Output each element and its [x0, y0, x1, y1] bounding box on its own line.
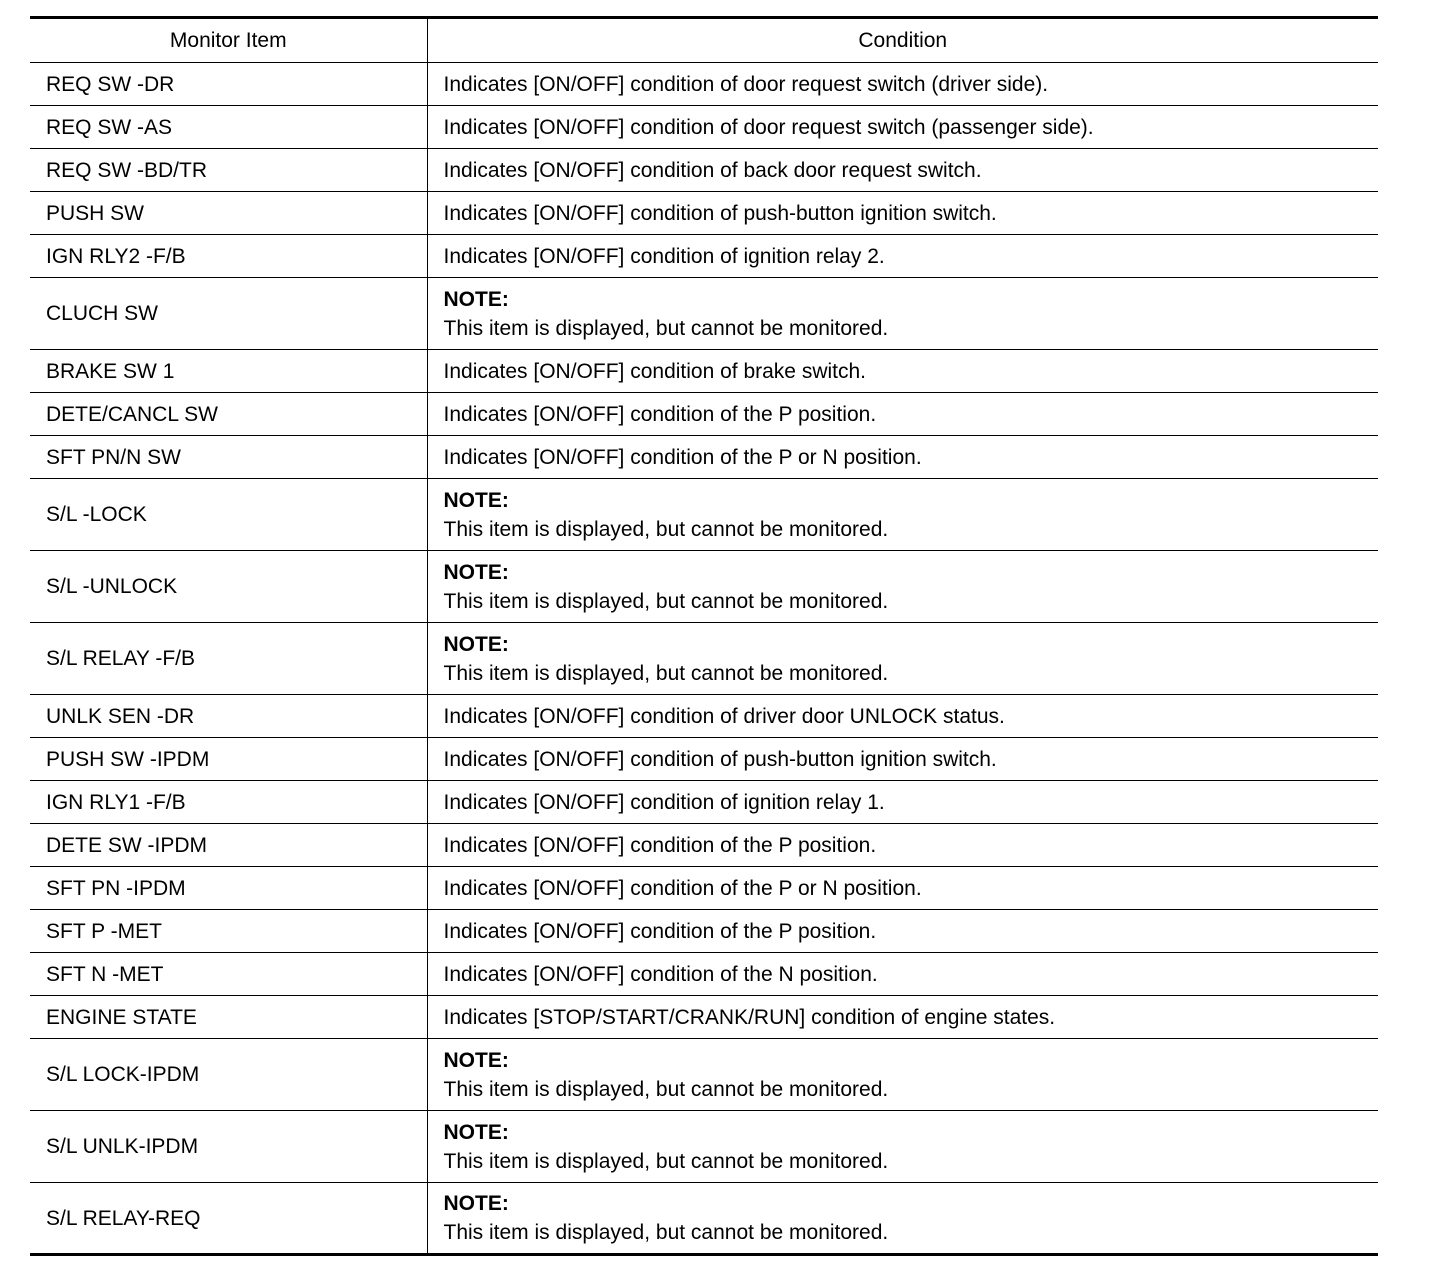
monitor-item-cell: REQ SW -BD/TR — [30, 149, 427, 192]
note-label: NOTE: — [443, 632, 509, 656]
condition-cell: Indicates [ON/OFF] condition of ignition relay 2. — [427, 235, 1378, 278]
monitor-item-cell: S/L RELAY -F/B — [30, 623, 427, 695]
table-row — [30, 63, 1378, 106]
condition-cell: Indicates [STOP/START/CRANK/RUN] condition of engine states. — [427, 996, 1378, 1039]
monitor-item-cell: S/L -LOCK — [30, 479, 427, 551]
condition-cell: Indicates [ON/OFF] condition of brake switch. — [427, 350, 1378, 393]
condition-cell: Indicates [ON/OFF] condition of the P position. — [427, 910, 1378, 953]
table-row — [30, 1039, 1378, 1111]
note-label: NOTE: — [443, 560, 509, 584]
monitor-item-cell: IGN RLY2 -F/B — [30, 235, 427, 278]
condition-cell: Indicates [ON/OFF] condition of door request switch (passenger side). — [427, 106, 1378, 149]
table-row — [30, 278, 1378, 350]
note-text: This item is displayed, but cannot be monitored. — [443, 316, 889, 340]
note-label: NOTE: — [443, 1048, 509, 1072]
table-row — [30, 149, 1378, 192]
table-row — [30, 436, 1378, 479]
header-condition: Condition — [427, 18, 1378, 63]
table-row — [30, 695, 1378, 738]
condition-cell — [427, 1183, 1378, 1255]
monitor-item-cell: DETE/CANCL SW — [30, 393, 427, 436]
table-row — [30, 192, 1378, 235]
note-label: NOTE: — [443, 488, 509, 512]
monitor-item-cell: PUSH SW -IPDM — [30, 738, 427, 781]
table-row — [30, 623, 1378, 695]
note-text: This item is displayed, but cannot be monitored. — [443, 517, 889, 541]
monitor-item-cell: REQ SW -DR — [30, 63, 427, 106]
note-text: This item is displayed, but cannot be monitored. — [443, 661, 889, 685]
note-text: This item is displayed, but cannot be monitored. — [443, 1077, 889, 1101]
table-row — [30, 910, 1378, 953]
condition-cell: Indicates [ON/OFF] condition of push-button ignition switch. — [427, 192, 1378, 235]
condition-cell: Indicates [ON/OFF] condition of the N position. — [427, 953, 1378, 996]
monitor-item-cell: SFT N -MET — [30, 953, 427, 996]
condition-cell — [427, 623, 1378, 695]
note-text: This item is displayed, but cannot be monitored. — [443, 1221, 889, 1244]
table-row — [30, 350, 1378, 393]
monitor-item-cell: REQ SW -AS — [30, 106, 427, 149]
monitor-item-cell: S/L LOCK-IPDM — [30, 1039, 427, 1111]
condition-cell: Indicates [ON/OFF] condition of driver door UNLOCK status. — [427, 695, 1378, 738]
condition-cell: Indicates [ON/OFF] condition of ignition relay 1. — [427, 781, 1378, 824]
monitor-item-cell: PUSH SW — [30, 192, 427, 235]
monitor-item-cell: IGN RLY1 -F/B — [30, 781, 427, 824]
table-row — [30, 996, 1378, 1039]
condition-cell — [427, 1039, 1378, 1111]
table-row — [30, 106, 1378, 149]
note-text: This item is displayed, but cannot be monitored. — [443, 1149, 889, 1173]
condition-cell: Indicates [ON/OFF] condition of the P position. — [427, 824, 1378, 867]
monitor-item-cell: CLUCH SW — [30, 278, 427, 350]
monitor-item-cell: DETE SW -IPDM — [30, 824, 427, 867]
note-text: This item is displayed, but cannot be monitored. — [443, 589, 889, 613]
condition-cell: Indicates [ON/OFF] condition of the P position. — [427, 393, 1378, 436]
monitor-table-container — [30, 16, 1378, 1256]
condition-cell: Indicates [ON/OFF] condition of push-button ignition switch. — [427, 738, 1378, 781]
table-row — [30, 1111, 1378, 1183]
monitor-item-cell: SFT PN -IPDM — [30, 867, 427, 910]
condition-cell — [427, 1111, 1378, 1183]
table-row — [30, 235, 1378, 278]
monitor-item-cell: S/L UNLK-IPDM — [30, 1111, 427, 1183]
monitor-item-table — [30, 16, 1378, 1256]
monitor-item-cell: SFT P -MET — [30, 910, 427, 953]
table-row — [30, 824, 1378, 867]
monitor-item-cell: ENGINE STATE — [30, 996, 427, 1039]
table-header-row — [30, 18, 1378, 63]
monitor-item-cell: UNLK SEN -DR — [30, 695, 427, 738]
note-label: NOTE: — [443, 1192, 509, 1215]
table-row — [30, 738, 1378, 781]
note-label: NOTE: — [443, 287, 509, 311]
table-row — [30, 393, 1378, 436]
table-row — [30, 867, 1378, 910]
table-row — [30, 953, 1378, 996]
monitor-item-cell: SFT PN/N SW — [30, 436, 427, 479]
header-monitor-item: Monitor Item — [30, 18, 427, 63]
table-row — [30, 479, 1378, 551]
condition-cell: Indicates [ON/OFF] condition of the P or N position. — [427, 436, 1378, 479]
note-label: NOTE: — [443, 1120, 509, 1144]
condition-cell: Indicates [ON/OFF] condition of the P or N position. — [427, 867, 1378, 910]
condition-cell: Indicates [ON/OFF] condition of back door request switch. — [427, 149, 1378, 192]
monitor-item-cell: S/L -UNLOCK — [30, 551, 427, 623]
condition-cell — [427, 479, 1378, 551]
condition-cell — [427, 278, 1378, 350]
condition-cell: Indicates [ON/OFF] condition of door request switch (driver side). — [427, 63, 1378, 106]
table-row — [30, 551, 1378, 623]
monitor-item-cell: BRAKE SW 1 — [30, 350, 427, 393]
condition-cell — [427, 551, 1378, 623]
table-row — [30, 781, 1378, 824]
monitor-item-cell: S/L RELAY-REQ — [30, 1183, 427, 1255]
table-row — [30, 1183, 1378, 1255]
